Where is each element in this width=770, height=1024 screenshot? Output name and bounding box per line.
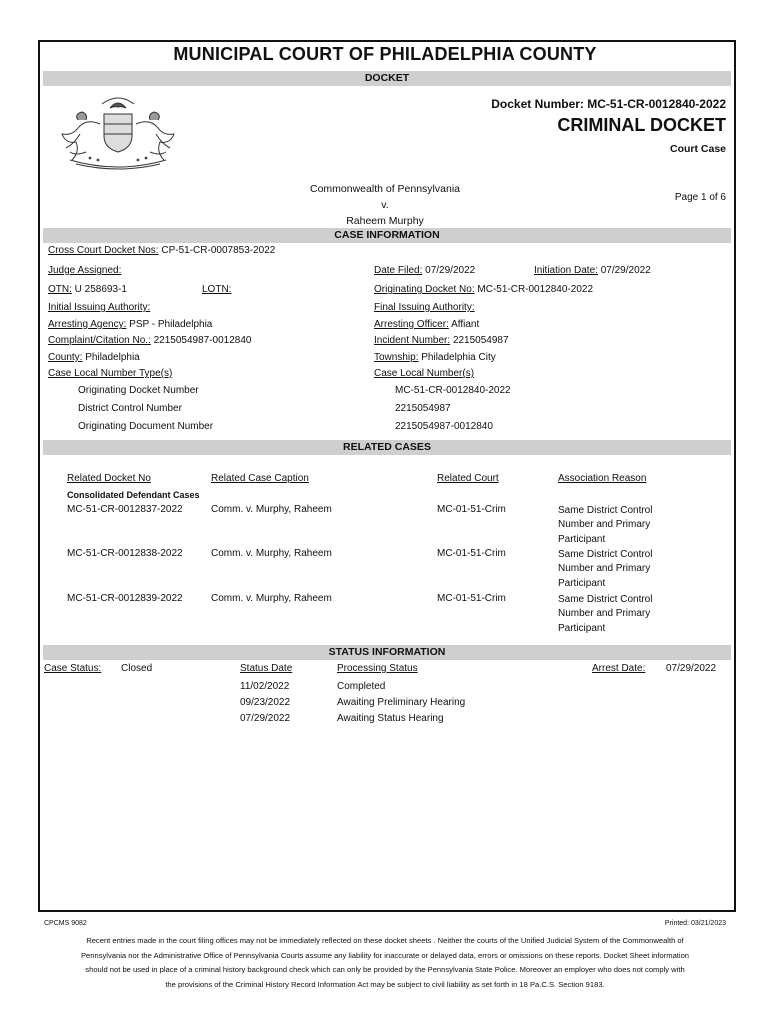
caption-plaintiff: Commonwealth of Pennsylvania bbox=[310, 183, 460, 195]
local-number-row: 2215054987-0012840 bbox=[395, 421, 493, 432]
final-issuing-authority-label: Final Issuing Authority: bbox=[374, 302, 475, 313]
status-date-cell: 09/23/2022 bbox=[240, 697, 291, 708]
association-reason-cell: Participant bbox=[558, 534, 606, 545]
county-value: Philadelphia bbox=[85, 352, 140, 363]
caption-defendant: Raheem Murphy bbox=[346, 215, 424, 227]
related-docket-cell: MC-51-CR-0012839-2022 bbox=[67, 593, 183, 604]
case-information-bar: CASE INFORMATION bbox=[43, 228, 731, 243]
local-type-row: District Control Number bbox=[78, 403, 182, 414]
originating-docket-value: MC-51-CR-0012840-2022 bbox=[477, 284, 594, 295]
related-caption-cell: Comm. v. Murphy, Raheem bbox=[211, 548, 332, 559]
related-docket-cell: MC-51-CR-0012838-2022 bbox=[67, 548, 183, 559]
related-court-cell: MC-01-51-Crim bbox=[437, 548, 506, 559]
initial-issuing-authority-label: Initial Issuing Authority: bbox=[48, 302, 151, 313]
otn-label: OTN: bbox=[48, 284, 72, 295]
association-reason-cell: Number and Primary bbox=[558, 563, 651, 574]
township-value: Philadelphia City bbox=[421, 352, 496, 363]
township-label: Township: bbox=[374, 352, 419, 363]
local-type-row: Originating Docket Number bbox=[78, 385, 199, 396]
court-case-label: Court Case bbox=[669, 143, 726, 155]
association-reason-cell: Same District Control bbox=[558, 594, 653, 605]
related-cases-bar: RELATED CASES bbox=[43, 440, 731, 455]
lotn-label: LOTN: bbox=[202, 284, 232, 295]
processing-status-cell: Completed bbox=[337, 681, 386, 692]
processing-status-header: Processing Status bbox=[337, 663, 418, 674]
docket-bar: DOCKET bbox=[43, 71, 731, 86]
association-reason-cell: Same District Control bbox=[558, 549, 653, 560]
related-court-header: Related Court bbox=[437, 473, 499, 484]
processing-status-cell: Awaiting Status Hearing bbox=[337, 713, 444, 724]
status-date-cell: 07/29/2022 bbox=[240, 713, 291, 724]
local-number-row: MC-51-CR-0012840-2022 bbox=[395, 385, 511, 396]
related-caption-header: Related Case Caption bbox=[211, 473, 309, 484]
complaint-label: Complaint/Citation No.: bbox=[48, 335, 151, 346]
date-filed-label: Date Filed: bbox=[374, 265, 423, 276]
printed-date: Printed: 03/21/2023 bbox=[664, 920, 726, 927]
association-reason-cell: Same District Control bbox=[558, 505, 653, 516]
related-caption-cell: Comm. v. Murphy, Raheem bbox=[211, 593, 332, 604]
processing-status-cell: Awaiting Preliminary Hearing bbox=[337, 697, 466, 708]
docket-number: Docket Number: MC-51-CR-0012840-2022 bbox=[491, 97, 726, 111]
arrest-date-value: 07/29/2022 bbox=[666, 663, 717, 674]
county-label: County: bbox=[48, 352, 83, 363]
form-id: CPCMS 9082 bbox=[44, 920, 87, 927]
local-numbers-label: Case Local Number(s) bbox=[374, 368, 475, 379]
status-information-bar: STATUS INFORMATION bbox=[43, 645, 731, 660]
otn-value: U 258693-1 bbox=[74, 284, 127, 295]
local-type-row: Originating Document Number bbox=[78, 421, 214, 432]
related-court-cell: MC-01-51-Crim bbox=[437, 504, 506, 515]
disclaimer-text: Recent entries made in the court filing offices may not be immediately reflected on these docket sheets . Neither the courts of the Unified Judicial System of the Commonwealth of Pennsylvania nor the Administrative Office of Pennsylvania Courts assume any liability for inaccurate or delayed data, errors or omissions on these reports. Docket Sheet information should not be used in place of a criminal history background check which can only be provided by the Pennsylvania State Police. Moreover an employer who does not comply with the provisions of the Criminal History Record Information Act may be subject to civil liability as set forth in 18 Pa.C.S. Section 9183. bbox=[80, 936, 690, 989]
incident-number-label: Incident Number: bbox=[374, 335, 451, 346]
originating-docket-label: Originating Docket No: bbox=[374, 284, 475, 295]
status-date-header: Status Date bbox=[240, 663, 293, 674]
court-title: MUNICIPAL COURT OF PHILADELPHIA COUNTY bbox=[173, 44, 597, 64]
association-reason-cell: Number and Primary bbox=[558, 608, 651, 619]
page-indicator: Page 1 of 6 bbox=[674, 192, 726, 203]
complaint-value: 2215054987-0012840 bbox=[153, 335, 252, 346]
related-court-cell: MC-01-51-Crim bbox=[437, 593, 506, 604]
pennsylvania-seal-icon bbox=[50, 94, 186, 176]
cross-court-label: Cross Court Docket Nos: bbox=[48, 245, 159, 256]
initiation-date-value: 07/29/2022 bbox=[600, 265, 651, 276]
related-caption-cell: Comm. v. Murphy, Raheem bbox=[211, 504, 332, 515]
arresting-officer-label: Arresting Officer: bbox=[374, 319, 449, 330]
status-date-cell: 11/02/2022 bbox=[240, 681, 290, 692]
cross-court-value: CP-51-CR-0007853-2022 bbox=[161, 245, 276, 256]
caption-versus: v. bbox=[381, 199, 389, 211]
date-filed-value: 07/29/2022 bbox=[425, 265, 476, 276]
arresting-agency-label: Arresting Agency: bbox=[48, 319, 127, 330]
local-number-row: 2215054987 bbox=[395, 403, 451, 414]
initiation-date-label: Initiation Date: bbox=[534, 265, 598, 276]
association-reason-cell: Participant bbox=[558, 578, 606, 589]
association-reason-header: Association Reason bbox=[558, 473, 647, 484]
consolidated-group-label: Consolidated Defendant Cases bbox=[67, 490, 200, 500]
association-reason-cell: Participant bbox=[558, 623, 606, 634]
related-docket-header: Related Docket No bbox=[67, 473, 151, 484]
association-reason-cell: Number and Primary bbox=[558, 519, 651, 530]
case-status-label: Case Status: bbox=[44, 663, 102, 674]
arresting-agency-value: PSP - Philadelphia bbox=[129, 319, 213, 330]
local-number-types-label: Case Local Number Type(s) bbox=[48, 368, 173, 379]
arrest-date-label: Arrest Date: bbox=[592, 663, 646, 674]
related-docket-cell: MC-51-CR-0012837-2022 bbox=[67, 504, 183, 515]
incident-number-value: 2215054987 bbox=[452, 335, 509, 346]
arresting-officer-value: Affiant bbox=[451, 319, 480, 330]
docket-type: CRIMINAL DOCKET bbox=[557, 115, 726, 135]
case-status-value: Closed bbox=[121, 663, 153, 674]
judge-label: Judge Assigned: bbox=[48, 265, 122, 276]
